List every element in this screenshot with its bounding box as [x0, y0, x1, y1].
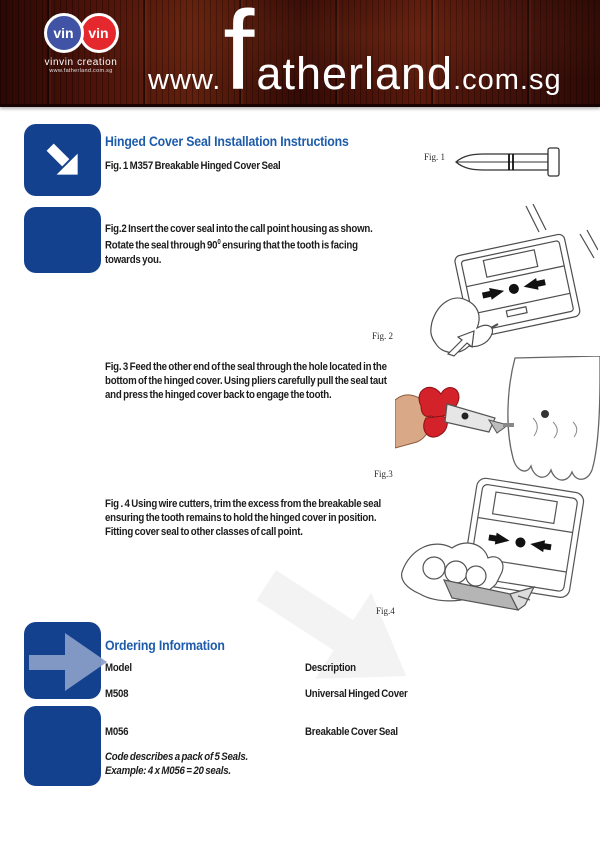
logo-circle-red-text: vin: [88, 25, 109, 41]
logo-circle-blue-text: vin: [53, 25, 74, 41]
fig1-caption: Fig. 1 M357 Breakable Hinged Cover Seal: [105, 160, 281, 172]
logo-subtitle: vinvin creation: [44, 57, 118, 68]
ordering-row-model-0: M508: [105, 688, 129, 700]
ordering-note: Code describes a pack of 5 Seals. Example: 4 x M056 = 20 seals.: [105, 751, 248, 777]
ordering-col-model: Model: [105, 662, 132, 674]
logo-circles: [26, 13, 136, 53]
page-title: Hinged Cover Seal Installation Instructions: [105, 133, 349, 149]
fig2-label: Fig. 2: [372, 331, 394, 341]
arrow-down-right-icon: [41, 138, 85, 182]
fig3-caption: Fig. 3 Feed the other end of the seal through the hole located in the bottom of the hinged cover. Using pliers carefully pull the seal taut and press the hinged cover back to engage the tooth.: [105, 361, 387, 401]
fig4-caption: Fig . 4 Using wire cutters, trim the excess from the breakable seal ensuring the tooth remains to hold the hinged cover in position. Fitting cover seal to other classes of call point.: [105, 498, 381, 538]
brand-suffix: .com.sg: [453, 64, 562, 96]
vinvin-logo: [26, 13, 136, 74]
fig4-cutter-illustration: [400, 476, 600, 626]
logo-circle-red: [79, 13, 119, 53]
section-icon-ordering-2: [24, 706, 101, 786]
logo-circle-blue: [44, 13, 84, 53]
section-icon-installation: [24, 124, 101, 196]
ordering-row-desc-0: Universal Hinged Cover: [305, 688, 408, 700]
fig2-callpoint-illustration: [430, 204, 598, 359]
ordering-row-desc-1: Breakable Cover Seal: [305, 726, 398, 738]
logo-url: www.fatherland.com.sg: [49, 68, 113, 74]
arrow-right-icon: [29, 630, 109, 694]
brand-prefix: www.: [148, 64, 222, 96]
fig1-label: Fig. 1: [424, 152, 446, 162]
fig4-label: Fig.4: [376, 606, 395, 616]
site-header: [0, 0, 600, 113]
fig1-seal-illustration: [452, 144, 567, 180]
fig2-caption: Fig.2 Insert the cover seal into the call point housing as shown. Rotate the seal through $90^0$ ensuring that the tooth is facing towards you.: [105, 223, 373, 266]
ordering-col-description: Description: [305, 662, 356, 674]
ordering-row-model-1: M056: [105, 726, 129, 738]
ordering-title: Ordering Information: [105, 637, 225, 653]
fig3-pliers-illustration: [395, 356, 600, 490]
brand-name: atherland: [256, 48, 454, 99]
section-icon-fig2: [24, 207, 101, 273]
brand-wordmark: www. f atherland .com.sg: [148, 0, 562, 113]
fig3-label: Fig.3: [374, 469, 393, 479]
